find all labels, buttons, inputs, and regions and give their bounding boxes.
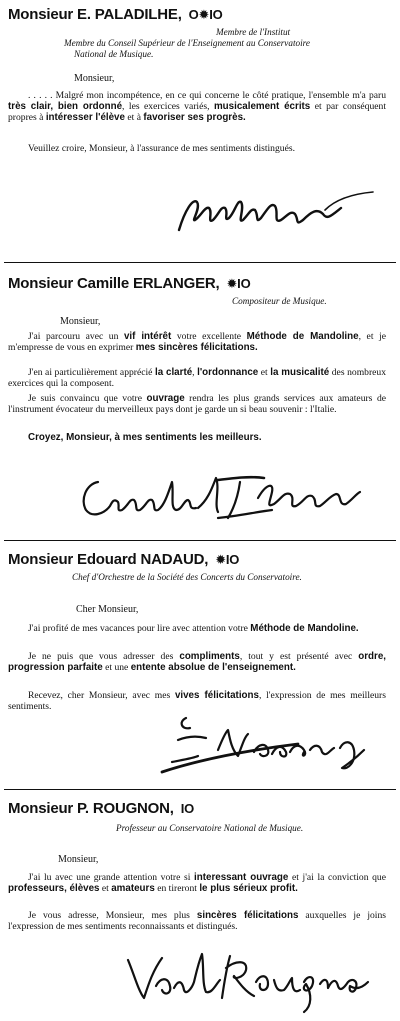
emphasis-text: favoriser ses progrès. [143,112,246,124]
decoration-mark: O✹IO [188,7,223,22]
letter-paragraph [8,331,386,353]
letter-paragraph [8,910,386,932]
greeting: Monsieur, [58,854,99,865]
decoration-mark: ✹IO [226,276,251,291]
emphasis-text: mes sincères félicitations. [135,342,258,354]
emphasis-text: professeurs, élèves [8,883,100,895]
section-divider [4,789,396,790]
emphasis-text: Méthode de Mandoline. [250,623,359,634]
signature-erlanger [68,460,368,530]
body-text: et par conséquent propres à [8,101,386,124]
emphasis-text: Croyez, Monsieur, à mes sentiments les meilleurs. [28,432,262,443]
emphasis-text: vif intérêt [123,331,172,342]
body-text: , les exercices variés, [122,101,214,113]
body-text: auxquelles je joins l'expression de mes sentiments reconnaissants et distingués. [8,910,386,933]
body-text: en tireront [154,883,200,895]
body-text: Recevez, cher Monsieur, avec mes [28,690,175,701]
signature-paladilhe [175,180,395,240]
letter-paragraph [8,432,386,443]
emphasis-text: intéresser l'élève [45,112,125,124]
emphasis-text: la clarté [154,367,193,378]
emphasis-text: sincères félicitations [196,910,299,921]
body-text: et [258,367,271,378]
sender-role-line: Professeur au Conservatoire National de Musique. [116,823,304,833]
decoration-mark: ✹IO [215,552,240,567]
body-text: Je vous adresse, Monsieur, mes plus [28,910,197,921]
emphasis-text: interessant ouvrage [194,872,289,883]
letter-paragraph [8,623,386,634]
body-text: et [99,883,112,895]
letter-paragraph [8,393,386,415]
emphasis-text: amateurs [111,883,155,895]
body-text: votre excellente [171,331,247,342]
sender-name: Monsieur Edouard NADAUD, [8,551,209,568]
body-text: des nombreux exercices qui la composent. [8,367,386,390]
letter-paragraph [8,367,386,389]
body-text: , [192,367,198,378]
emphasis-text: Méthode de Mandoline [246,331,359,342]
sender-role-line: Compositeur de Musique. [232,296,327,306]
greeting: Cher Monsieur, [76,604,139,615]
body-text: et à [124,112,144,124]
emphasis-text: compliments [179,651,240,662]
body-text: , tout y est présenté avec [239,651,359,662]
body-text: et j'ai la conviction que [288,872,386,883]
letter-heading [8,275,251,292]
emphasis-text: l'ordonnance [197,367,259,378]
letter-paragraph [8,90,386,124]
letter-paragraph [8,872,386,894]
body-text: J'ai profité de mes vacances pour lire avec attention votre [28,623,251,634]
body-text: , l'expression de mes meilleurs sentiments. [8,690,386,713]
emphasis-text: ouvrage [146,393,185,404]
signature-rougnon [122,946,372,1016]
emphasis-text: musicalement écrits [213,101,311,113]
emphasis-text: la musicalité [270,367,330,378]
section-divider [4,262,396,263]
sender-name: Monsieur P. ROUGNON, [8,800,174,817]
emphasis-text: très clair, bien ordonné [8,101,123,113]
body-text: rendra les plus grands services aux amateurs de l'instrument évocateur du merveilleux pays dont je garde un si beau souvenir : l'Italie. [8,393,386,416]
section-divider [4,540,396,541]
emphasis-text: le plus sérieux profit. [199,883,298,895]
body-text: J'en ai particulièrement apprécié [28,367,155,378]
body-text: . . . . . Malgré mon incompétence, en ce qui concerne le côté pratique, l'ensemble m'a paru [28,90,386,101]
letter-heading [8,6,223,23]
body-text: J'ai lu avec une grande attention votre si [28,872,195,883]
sender-role-line: Chef d'Orchestre de la Société des Concerts du Conservatoire. [72,572,302,582]
emphasis-text: ordre, progression parfaite [8,651,387,674]
body-text: Veuillez croire, Monsieur, à l'assurance de mes sentiments distingués. [28,143,295,154]
letter-heading [8,800,194,817]
sender-role-line: Membre du Conseil Supérieur de l'Enseignement au Conservatoire [64,38,310,48]
signature-nadaud [158,710,388,780]
body-text: Je suis convaincu que votre [28,393,147,404]
body-text: Je ne puis que vous adresser des [28,651,180,662]
sender-role-line: National de Musique. [74,49,154,59]
letter-paragraph [8,143,386,154]
body-text: et une [102,662,131,674]
body-text: J'ai parcouru avec un [28,331,124,342]
body-text: , et je m'empresse de vous en exprimer [8,331,386,354]
emphasis-text: vives félicitations [174,690,259,701]
emphasis-text: entente absolue de l'enseignement. [130,662,296,674]
letter-paragraph [8,651,386,673]
sender-role-line: Membre de l'Institut [216,27,291,37]
letter-heading [8,551,239,568]
sender-name: Monsieur Camille ERLANGER, [8,275,220,292]
sender-name: Monsieur E. PALADILHE, [8,6,182,23]
decoration-mark: IO [180,801,195,816]
greeting: Monsieur, [74,73,115,84]
greeting: Monsieur, [60,316,101,327]
